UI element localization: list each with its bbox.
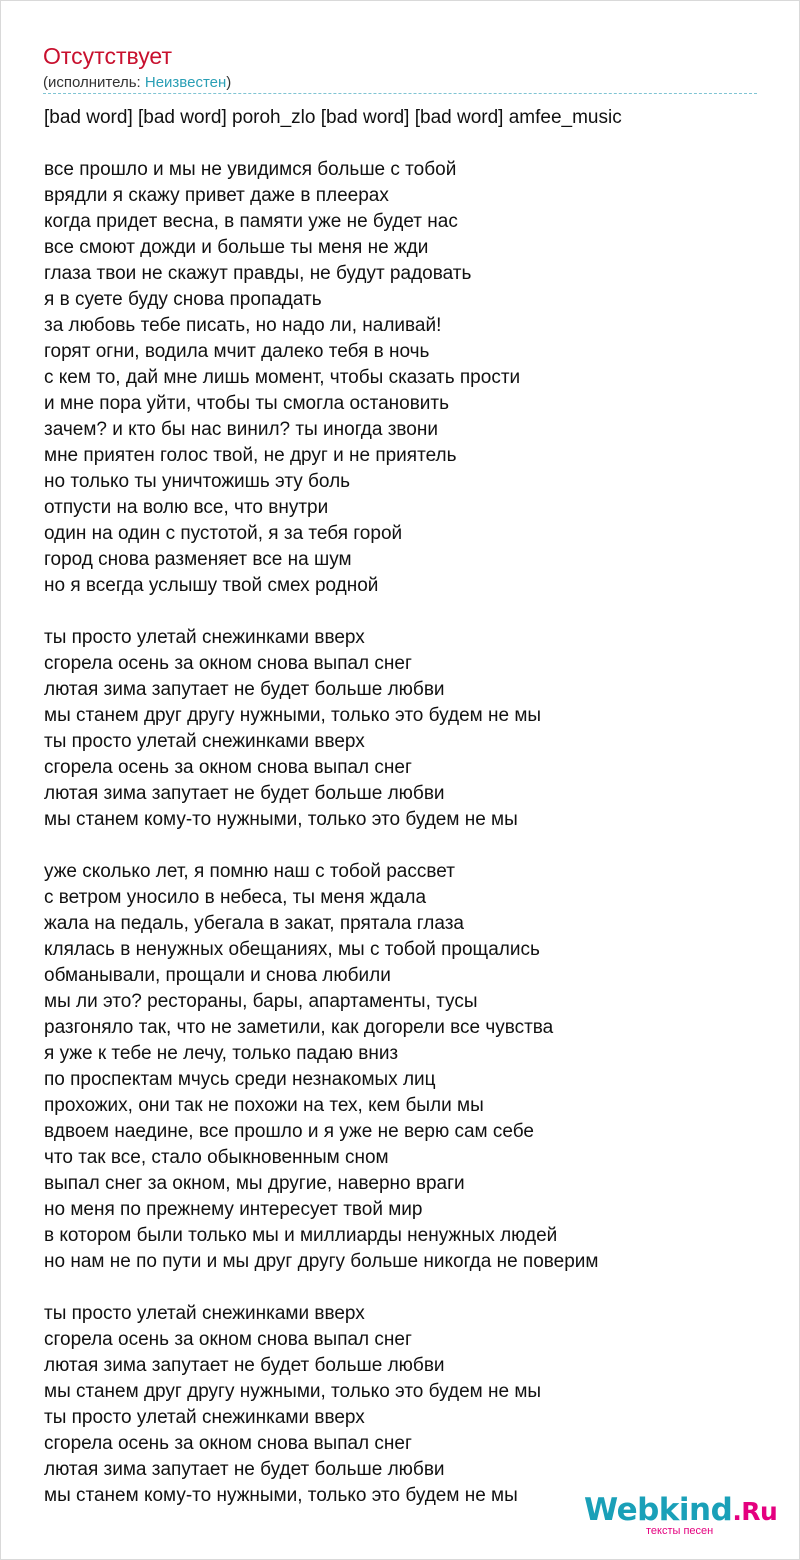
lyric-line: клялась в ненужных обещаниях, мы с тобой прощались xyxy=(44,939,540,960)
lyric-line: лютая зима запутает не будет больше любви xyxy=(44,1355,445,1376)
lyric-line: сгорела осень за окном снова выпал снег xyxy=(44,1433,412,1454)
lyric-line: мне приятен голос твой, не друг и не приятель xyxy=(44,445,457,466)
lyric-line: за любовь тебе писать, но надо ли, наливай! xyxy=(44,315,442,336)
lyric-line: лютая зима запутает не будет больше любви xyxy=(44,679,445,700)
lyric-line: мы станем кому-то нужными, только это будем не мы xyxy=(44,1485,518,1506)
lyric-line: но нам не по пути и мы друг другу больше никогда не поверим xyxy=(44,1251,599,1272)
lyric-line: когда придет весна, в памяти уже не будет нас xyxy=(44,211,458,232)
lyric-line: город снова разменяет все на шум xyxy=(44,549,352,570)
lyric-line: и мне пора уйти, чтобы ты смогла остановить xyxy=(44,393,450,414)
lyric-line: мы станем друг другу нужными, только это будем не мы xyxy=(44,1381,542,1402)
lyric-line: по проспектам мчусь среди незнакомых лиц xyxy=(44,1069,436,1090)
lyrics-block xyxy=(44,105,784,1509)
lyric-line: ты просто улетай снежинками вверх xyxy=(44,731,365,752)
lyric-line: один на один с пустотой, я за тебя горой xyxy=(44,523,403,544)
lyric-line: с ветром уносило в небеса, ты меня ждала xyxy=(44,887,427,908)
lyric-line: отпусти на волю все, что внутри xyxy=(44,497,329,518)
lyric-line: мы станем друг другу нужными, только это будем не мы xyxy=(44,705,542,726)
lyric-line: разгоняло так, что не заметили, как догорели все чувства xyxy=(44,1017,554,1038)
lyric-line: что так все, стало обыкновенным сном xyxy=(44,1147,389,1168)
site-tagline: тексты песен xyxy=(646,1525,714,1537)
lyric-line: все прошло и мы не увидимся больше с тобой xyxy=(44,159,457,180)
lyric-line: жала на педаль, убегала в закат, прятала глаза xyxy=(44,913,464,934)
lyric-line: лютая зима запутает не будет больше любви xyxy=(44,1459,445,1480)
lyric-line: уже сколько лет, я помню наш с тобой рассвет xyxy=(44,861,455,882)
lyric-line: но я всегда услышу твой смех родной xyxy=(44,575,379,596)
lyric-line: с кем то, дай мне лишь момент, чтобы сказать прости xyxy=(44,367,521,388)
lyric-line: сгорела осень за окном снова выпал снег xyxy=(44,757,412,778)
lyric-line: выпал снег за окном, мы другие, наверно враги xyxy=(44,1173,465,1194)
lyric-line: все смоют дожди и больше ты меня не жди xyxy=(44,237,429,258)
artist-prefix: (исполнитель: xyxy=(43,74,145,91)
lyric-line: вдвоем наедине, все прошло и я уже не верю сам себе xyxy=(44,1121,534,1142)
lyric-line: обманывали, прощали и снова любили xyxy=(44,965,391,986)
header-divider xyxy=(43,93,757,94)
site-watermark xyxy=(584,1492,784,1544)
song-title: Отсутствует xyxy=(43,43,172,69)
lyric-line: но только ты уничтожишь эту боль xyxy=(44,471,351,492)
site-logo-main: Webkind xyxy=(584,1492,733,1528)
site-logo-tld: .Ru xyxy=(732,1497,778,1526)
lyric-line: ты просто улетай снежинками вверх xyxy=(44,1303,365,1324)
artist-link[interactable]: Неизвестен xyxy=(144,74,227,91)
lyric-line: я уже к тебе не лечу, только падаю вниз xyxy=(44,1043,399,1064)
lyric-line: глаза твои не скажут правды, не будут радовать xyxy=(44,263,472,284)
artist-line xyxy=(43,73,231,93)
lyric-line: ты просто улетай снежинками вверх xyxy=(44,627,365,648)
lyric-line: лютая зима запутает не будет больше любви xyxy=(44,783,445,804)
lyric-line: [bad word] [bad word] poroh_zlo [bad word] [bad word] amfee_music xyxy=(44,107,622,128)
lyric-line: ты просто улетай снежинками вверх xyxy=(44,1407,365,1428)
lyric-line: сгорела осень за окном снова выпал снег xyxy=(44,653,412,674)
lyric-line: но меня по прежнему интересует твой мир xyxy=(44,1199,423,1220)
lyric-line: я в суете буду снова пропадать xyxy=(44,289,322,310)
lyric-line: горят огни, водила мчит далеко тебя в ночь xyxy=(44,341,430,362)
lyric-line: мы станем кому-то нужными, только это будем не мы xyxy=(44,809,518,830)
lyric-blank-line xyxy=(44,833,784,859)
artist-suffix: ) xyxy=(226,74,232,91)
lyric-line: зачем? и кто бы нас винил? ты иногда звони xyxy=(44,419,438,440)
lyric-line: сгорела осень за окном снова выпал снег xyxy=(44,1329,412,1350)
lyric-blank-line xyxy=(44,1275,784,1301)
lyric-line: врядли я скажу привет даже в плеерах xyxy=(44,185,389,206)
lyric-line: прохожих, они так не похожи на тех, кем были мы xyxy=(44,1095,484,1116)
lyric-line: мы ли это? рестораны, бары, апартаменты, тусы xyxy=(44,991,478,1012)
lyric-line: в котором были только мы и миллиарды ненужных людей xyxy=(44,1225,558,1246)
lyric-blank-line xyxy=(44,131,784,157)
lyric-blank-line xyxy=(44,599,784,625)
